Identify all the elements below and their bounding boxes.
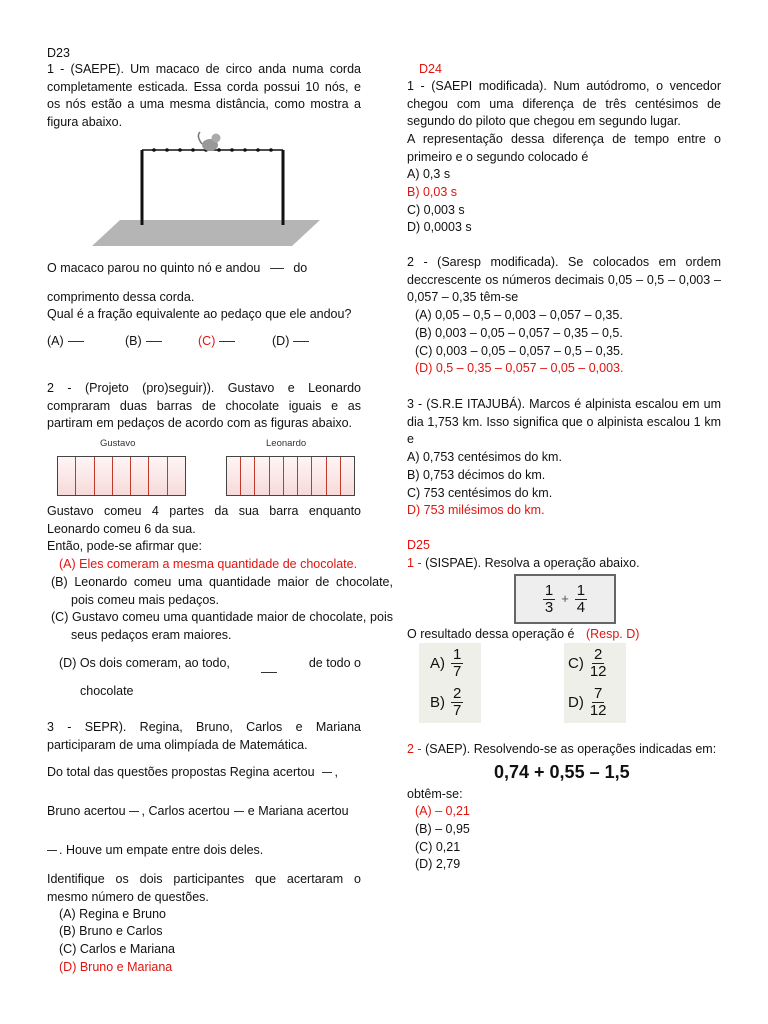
- d25-q2-obtem: obtêm-se:: [407, 787, 463, 801]
- chocolate-piece: [283, 457, 297, 495]
- monkey-icon: [198, 132, 220, 151]
- d25-q2-option-a: (A) – 0,21: [415, 804, 470, 818]
- q2-option-d: (D) Os dois comeram, ao todo, de todo o: [59, 655, 361, 673]
- q1-option-d: (D): [272, 333, 313, 351]
- d24-q1-option-a: A) 0,3 s: [407, 167, 451, 181]
- q3-line1: Do total das questões propostas Regina acertou ,: [47, 765, 339, 779]
- d25-q1-text: 1 - (SISPAE). Resolva a operação abaixo.: [407, 556, 640, 570]
- d25-q2-option-c: (C) 0,21: [415, 840, 461, 854]
- chocolate-piece: [297, 457, 311, 495]
- q3-option-d: (D) Bruno e Mariana: [59, 960, 173, 974]
- q2-option-c: (C) Gustavo comeu uma quantidade maior de chocolate, pois seus pedaços eram maiores.: [51, 610, 393, 642]
- d25-q2-text: 2 - (SAEP). Resolvendo-se as operações indicadas em:: [407, 742, 717, 756]
- d24-q2-text: 2 - (Saresp modificada). Se colocados em ordem deccrescente os números decimais 0,05 – 0,5 – 0,003 – 0,057 – 0,35 têm-se: [407, 255, 721, 304]
- chocolate-piece: [227, 457, 240, 495]
- d25-q1-option-b: B) $\frac{2}{7}$: [430, 685, 462, 719]
- d24-q3-option-b: B) 0,753 décimos do km.: [407, 468, 546, 482]
- q1-question: Qual é a fração equivalente ao pedaço que ele andou?: [47, 307, 352, 321]
- d24-q3-option-d: D) 753 milésimos do km.: [407, 503, 545, 517]
- d23-heading: D23: [47, 46, 70, 60]
- chocolate-piece: [326, 457, 340, 495]
- d24-q1-option-d: D) 0,0003 s: [407, 220, 472, 234]
- q3-option-c: (C) Carlos e Mariana: [59, 942, 176, 956]
- q2-option-a: (A) Eles comeram a mesma quantidade de chocolate.: [59, 557, 358, 571]
- q1-after-line2: comprimento dessa corda.: [47, 290, 195, 304]
- q2-option-d-end: chocolate: [80, 684, 134, 698]
- d24-q1-option-c: C) 0,003 s: [407, 203, 465, 217]
- d24-q3-text: 3 - (S.R.E ITAJUBÁ). Marcos é alpinista escalou em um dia 1,753 km. Isso significa que o alpinista escalou 1 km e: [407, 397, 721, 446]
- chocolate-piece: [112, 457, 130, 495]
- d25-q1-expression: $\frac{1}{3}$ + $\frac{1}{4}$: [514, 574, 616, 624]
- d25-q2-option-b: (B) – 0,95: [415, 822, 470, 836]
- chocolate-piece: [269, 457, 283, 495]
- chocolate-piece: [254, 457, 268, 495]
- gustavo-chocolate-bar: [57, 456, 186, 496]
- chocolate-piece: [130, 457, 148, 495]
- label-gustavo: Gustavo: [100, 438, 136, 449]
- q2-line2: Então, pode-se afirmar que:: [47, 539, 202, 553]
- chocolate-piece: [240, 457, 254, 495]
- label-leonardo: Leonardo: [266, 438, 307, 449]
- q3-line3: . Houve um empate entre dois deles.: [47, 842, 263, 860]
- d24-q1-text: 1 - (SAEPI modificada). Num autódromo, o vencedor chegou com uma diferença de três centésimos de segundo do piloto que chegou em segundo lugar.: [407, 79, 721, 128]
- q2-line1: Gustavo comeu 4 partes da sua barra enquanto Leonardo comeu 6 da sua.: [47, 504, 361, 536]
- q3-text: 3 - SEPR). Regina, Bruno, Carlos e Mariana participaram de uma olimpíada de Matemática.: [47, 720, 361, 752]
- d25-q2-expression: 0,74 + 0,55 – 1,5: [494, 762, 630, 782]
- q1-options: [47, 333, 367, 351]
- chocolate-piece: [311, 457, 325, 495]
- d24-q2-option-a: (A) 0,05 – 0,5 – 0,003 – 0,057 – 0,35.: [415, 308, 623, 322]
- q1-text: 1 - (SAEPE). Um macaco de circo anda numa corda completamente esticada. Essa corda possui 10 nós, e os nós estão a uma mesma distância, como mostra a figura abaixo.: [47, 62, 361, 129]
- d25-q1-option-d: D) $\frac{7}{12}$: [568, 685, 607, 719]
- chocolate-piece: [94, 457, 112, 495]
- d25-q1-option-a: A) $\frac{1}{7}$: [430, 646, 462, 680]
- d24-q3-option-c: C) 753 centésimos do km.: [407, 486, 553, 500]
- q3-ask: Identifique os dois participantes que acertaram o mesmo número de questões.: [47, 872, 361, 904]
- leonardo-chocolate-bar: [226, 456, 355, 496]
- d25-q2-option-d: (D) 2,79: [415, 857, 461, 871]
- q3-option-b: (B) Bruno e Carlos: [59, 924, 163, 938]
- d25-q1-option-c: C) $\frac{2}{12}$: [568, 646, 607, 680]
- q3-option-a: (A) Regina e Bruno: [59, 907, 167, 921]
- d24-q2-option-d: (D) 0,5 – 0,35 – 0,057 – 0,05 – 0,003.: [415, 361, 624, 375]
- q1-after-line1: O macaco parou no quinto nó e andou do: [47, 261, 308, 275]
- d25-q1-result: O resultado dessa operação é (Resp. D): [407, 627, 640, 641]
- q3-line2: Bruno acertou , Carlos acertou e Mariana acertou: [47, 804, 349, 818]
- d24-heading: D24: [419, 62, 442, 76]
- chocolate-piece: [58, 457, 75, 495]
- chocolate-piece: [75, 457, 93, 495]
- d24-q1-text2: A representação dessa diferença de tempo entre o primeiro e o segundo colocado é: [407, 132, 721, 164]
- d25-heading: D25: [407, 538, 430, 552]
- chocolate-piece: [167, 457, 185, 495]
- monkey-rope-figure: [92, 130, 327, 248]
- q1-option-a: (A): [47, 333, 88, 351]
- chocolate-piece: [340, 457, 354, 495]
- d24-q2-option-c: (C) 0,003 – 0,05 – 0,057 – 0,5 – 0,35.: [415, 344, 624, 358]
- q1-option-c: (C): [198, 333, 239, 351]
- q2-text: 2 - (Projeto (pro)seguir)). Gustavo e Leonardo compraram duas barras de chocolate iguais e as partiram em pedaços de acordo com as figuras abaixo.: [47, 381, 361, 430]
- d24-q3-option-a: A) 0,753 centésimos do km.: [407, 450, 562, 464]
- chocolate-piece: [148, 457, 166, 495]
- d24-q2-option-b: (B) 0,003 – 0,05 – 0,057 – 0,35 – 0,5.: [415, 326, 623, 340]
- q2-option-b: (B) Leonardo comeu uma quantidade maior de chocolate, pois comeu mais pedaços.: [51, 575, 393, 607]
- q1-option-b: (B): [125, 333, 166, 351]
- d24-q1-option-b: B) 0,03 s: [407, 185, 458, 199]
